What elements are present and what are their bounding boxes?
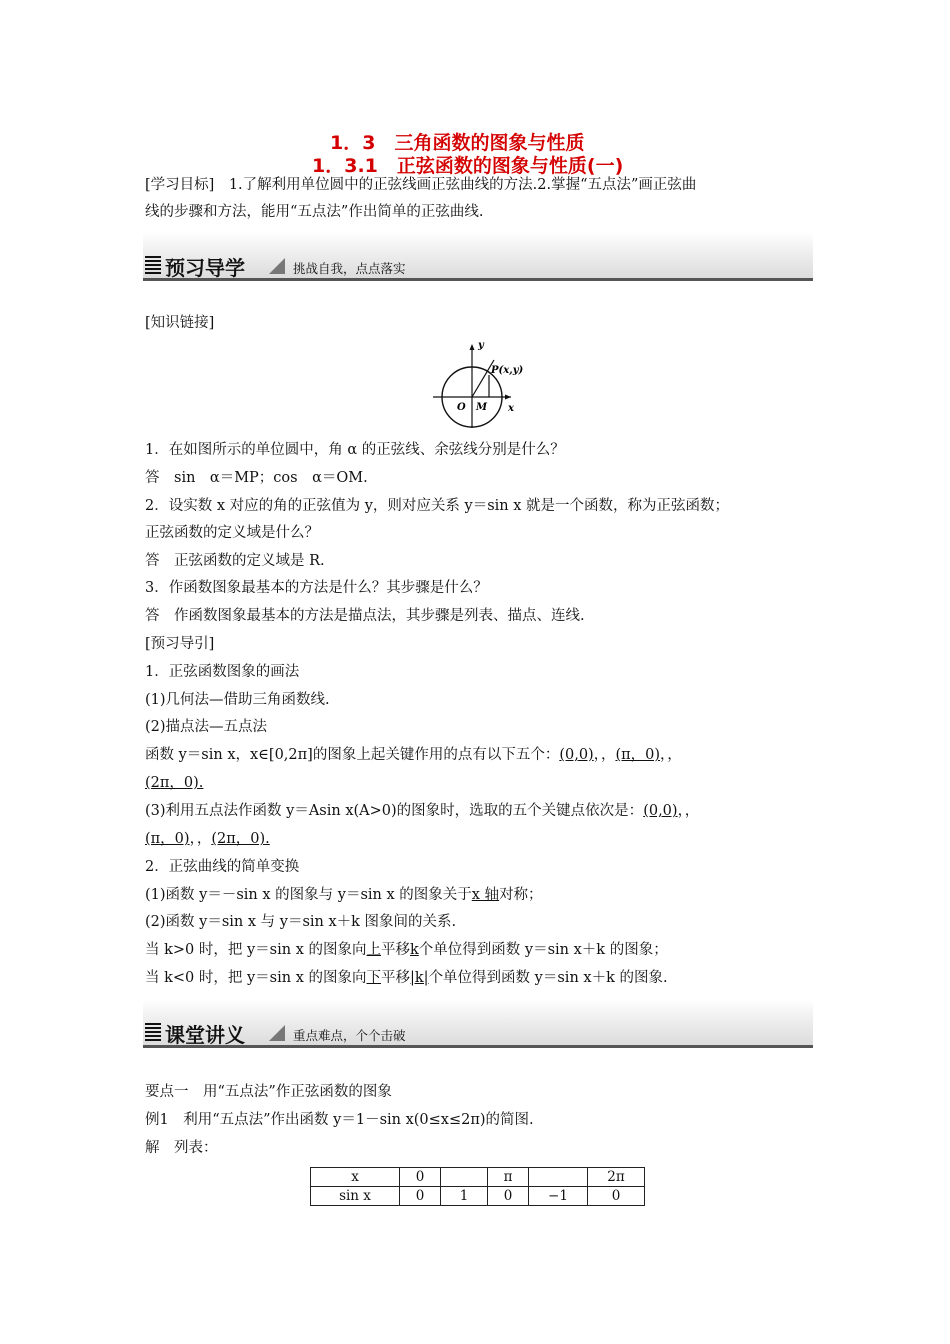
shift-up-line — [145, 940, 668, 960]
table-cell: 2π — [588, 1168, 645, 1187]
answer-1: 答 sin α＝MP；cos α＝OM. — [145, 470, 368, 486]
transform-shift: (2)函数 y＝sin x 与 y＝sin x＋k 图象间的关系. — [145, 914, 457, 930]
subsection-2: 2．正弦曲线的简单变换 — [145, 859, 300, 875]
subsection-1: 1．正弦函数图象的画法 — [145, 664, 300, 680]
shift-down-line — [145, 968, 668, 988]
banner-subtitle: 挑战自我，点点落实 — [293, 261, 406, 276]
key-point-1: 要点一 用“五点法”作正弦函数的图象 — [145, 1084, 392, 1100]
objectives-line-2: 线的步骤和方法，能用“五点法”作出简单的正弦曲线. — [145, 204, 484, 220]
answer-blank: x 轴 — [471, 887, 500, 903]
answer-blank: 上 — [366, 942, 381, 958]
transform-symmetry — [145, 885, 543, 905]
asinx-text: (3)利用五点法作函数 y＝Asin x(A>0)的图象时，选取的五个关键点依次是： — [145, 803, 644, 819]
chapter-title: 1．3 三角函数的图象与性质 — [330, 132, 585, 154]
shift-text: 平移 — [381, 942, 410, 958]
separator: ，， — [593, 747, 616, 763]
preview-banner — [143, 232, 813, 282]
triangle-icon — [269, 258, 285, 274]
answer-blank: (π，0) — [145, 831, 190, 847]
table-cell: 0 — [400, 1187, 441, 1206]
example-1: 例1 利用“五点法”作出函数 y＝1－sin x(0≤x≤2π)的简图. — [145, 1112, 534, 1128]
table-cell: 0 — [488, 1187, 529, 1206]
solution-label: 解 列表： — [145, 1140, 218, 1156]
preview-guide-label: [预习导引] — [145, 636, 215, 652]
shift-text: 当 k<0 时，把 y＝sin x 的图象向 — [145, 970, 367, 986]
symmetry-text-end: 对称； — [499, 887, 543, 903]
symmetry-text: (1)函数 y＝－sin x 的图象与 y＝sin x 的图象关于 — [145, 887, 472, 903]
asinx-points-line — [145, 801, 699, 821]
answer-blank: (π，0) — [615, 747, 661, 763]
shift-text: 当 k>0 时，把 y＝sin x 的图象向 — [145, 942, 367, 958]
answer-blank: |k| — [410, 970, 429, 986]
shift-text-end: 个单位得到函数 y＝sin x＋k 的图象. — [428, 970, 668, 986]
separator: ，， — [189, 831, 212, 847]
shift-text-end: 个单位得到函数 y＝sin x＋k 的图象； — [418, 942, 668, 958]
triangle-icon — [269, 1025, 285, 1041]
stripes-icon — [145, 1023, 161, 1041]
table-cell: 0 — [400, 1168, 441, 1187]
section-title: 1．3.1 正弦函数的图象与性质(一) — [312, 155, 624, 177]
banner-title: 预习导学 — [165, 256, 245, 280]
five-points-text: 函数 y＝sin x，x∈[0,2π]的图象上起关键作用的点有以下五个： — [145, 747, 560, 763]
method-geometric: (1)几何法—借助三角函数线. — [145, 692, 330, 708]
question-3: 3．作函数图象最基本的方法是什么？其步骤是什么？ — [145, 580, 488, 596]
value-table — [310, 1167, 645, 1206]
unit-circle-figure — [425, 338, 535, 430]
point-m-label: M — [476, 402, 488, 413]
table-cell: x — [311, 1168, 400, 1187]
five-points-line-cont — [145, 773, 203, 793]
five-points-line — [145, 745, 682, 765]
knowledge-link-label: [知识链接] — [145, 315, 215, 331]
answer-blank: (0,0) — [559, 747, 594, 763]
origin-label: O — [457, 402, 466, 413]
table-cell: 1 — [441, 1187, 488, 1206]
separator: ，， — [677, 803, 700, 819]
answer-blank: 下 — [366, 970, 381, 986]
answer-blank: (2π，0). — [211, 831, 270, 847]
method-five-point: (2)描点法—五点法 — [145, 719, 268, 735]
separator: ，， — [660, 747, 682, 763]
banner-title: 课堂讲义 — [165, 1023, 245, 1047]
table-cell: −1 — [529, 1187, 588, 1206]
shift-text: 平移 — [381, 970, 410, 986]
table-cell — [441, 1168, 488, 1187]
table-cell: sin x — [311, 1187, 400, 1206]
table-row — [311, 1168, 645, 1187]
y-axis-label: y — [478, 340, 484, 351]
table-cell: 0 — [588, 1187, 645, 1206]
answer-blank: k — [410, 942, 419, 958]
table-row — [311, 1187, 645, 1206]
objectives-line-1: [学习目标] 1.了解利用单位圆中的正弦线画正弦曲线的方法.2.掌握“五点法”画正弦曲 — [145, 177, 697, 193]
question-1: 1．在如图所示的单位圆中，角 α 的正弦线、余弦线分别是什么？ — [145, 442, 565, 458]
point-p-label: P(x,y) — [491, 365, 524, 376]
lecture-banner — [143, 999, 813, 1049]
x-axis-label: x — [508, 403, 514, 414]
question-2: 2．设实数 x 对应的角的正弦值为 y，则对应关系 y＝sin x 就是一个函数，称为正弦函数； — [145, 498, 730, 514]
question-2-cont: 正弦函数的定义域是什么？ — [145, 525, 319, 541]
answer-3: 答 作函数图象最基本的方法是描点法，其步骤是列表、描点、连线. — [145, 608, 585, 624]
answer-blank: (0,0) — [643, 803, 678, 819]
answer-2: 答 正弦函数的定义域是 R. — [145, 553, 325, 569]
asinx-points-line-cont — [145, 829, 270, 849]
table-cell: π — [488, 1168, 529, 1187]
answer-blank: (2π，0). — [145, 775, 204, 791]
table-cell — [529, 1168, 588, 1187]
stripes-icon — [145, 256, 161, 274]
banner-subtitle: 重点难点，个个击破 — [293, 1028, 406, 1043]
